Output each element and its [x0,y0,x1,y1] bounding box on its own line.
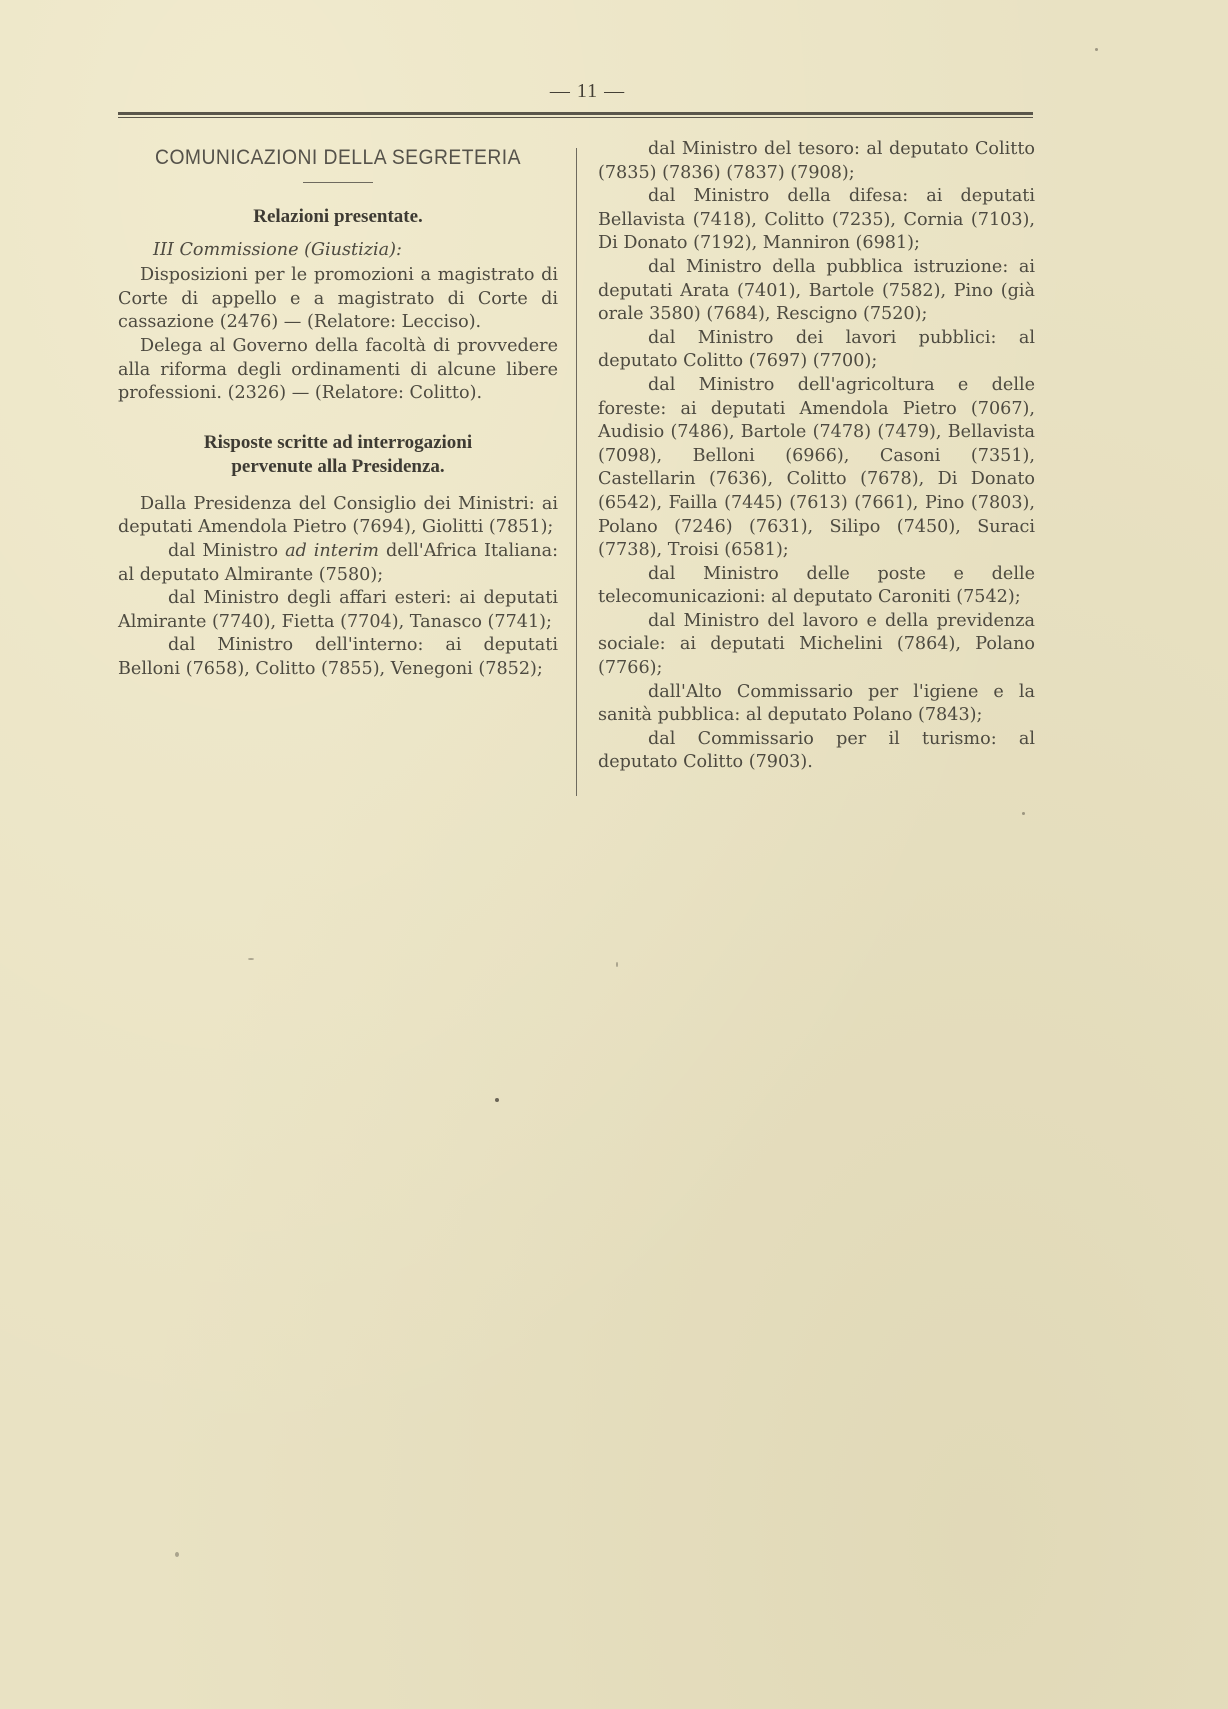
answer-entry [118,540,558,587]
entry-italic-text: ad interim [285,540,379,561]
report-item: Disposizioni per le promozioni a magistrato di Corte di appello e a magistrato di Corte di cassazione (2476) — (Relatore: Lecciso). [118,265,558,333]
entry-text: dal Ministro [168,540,286,561]
section-title: COMUNICAZIONI DELLA SEGRETERIA [155,146,521,169]
paper-speck [248,958,254,960]
paper-speck [616,962,618,967]
page-number: — 11 — [549,80,626,102]
header-double-rule [118,112,1033,118]
heading-relazioni-presentate: Relazioni presentate. [253,205,423,227]
answer-entry: dal Ministro della pubblica istruzione: ai deputati Arata (7401), Bartole (7582), Pino (già orale 3580) (7684), Rescigno (7520); [598,256,1035,325]
column-divider [576,148,577,796]
title-underline [303,182,373,183]
heading-line: pervenute alla Presidenza. [231,455,445,477]
answer-entry: dal Commissario per il turismo: al deputato Colitto (7903). [598,728,1035,773]
answer-entry: dal Ministro degli affari esteri: ai deputati Almirante (7740), Fietta (7704), Tanasco (7741); [118,588,558,632]
paper-speck [495,1098,499,1102]
entry-text: dell'Africa Italiana: al deputato Almirante (7580); [118,540,558,585]
report-item: Delega al Governo della facoltà di provvedere alla riforma degli ordinamenti di alcune libere professioni. (2326) — (Relatore: Colitto). [118,335,558,404]
answer-entry: dal Ministro dell'interno: ai deputati Belloni (7658), Colitto (7855), Venegoni (7852); [118,635,558,679]
answer-entry: Dalla Presidenza del Consiglio dei Ministri: ai deputati Amendola Pietro (7694), Giolitti (7851); [118,493,558,538]
left-column [118,138,558,682]
answer-entry: dal Ministro della difesa: ai deputati Bellavista (7418), Colitto (7235), Cornia (7103), Di Donato (7192), Manniron (6981); [598,186,1035,254]
answer-entry: dal Ministro dei lavori pubblici: al deputato Colitto (7697) (7700); [598,327,1035,372]
heading-risposte-scritte [118,431,558,479]
right-column [598,138,1035,775]
answer-entry: dal Ministro del tesoro: al deputato Colitto (7835) (7836) (7837) (7908); [598,139,1035,183]
paper-speck [1095,48,1098,51]
paper-speck [1022,812,1025,815]
heading-line: Risposte scritte ad interrogazioni [203,431,473,453]
commission-label: III Commissione (Giustizia): [153,239,402,260]
answer-entry: dal Ministro dell'agricoltura e delle foreste: ai deputati Amendola Pietro (7067), Audisio (7486), Bartole (7478) (7479), Bellavista (7098), Belloni (6966), Casoni (7351), Castellarin (7636), Colitto (7678), Di Donato (6542), Failla (7445) (7613) (7661), Pino (7803), Polano (7246) (7631), Silipo (7450), Suraci (7738), Troisi (6581); [598,374,1035,561]
answer-entry: dal Ministro del lavoro e della previdenza sociale: ai deputati Michelini (7864), Polano (7766); [598,610,1035,679]
answer-entry: dal Ministro delle poste e delle telecomunicazioni: al deputato Caroniti (7542); [598,563,1035,608]
answer-entry: dall'Alto Commissario per l'igiene e la sanità pubblica: al deputato Polano (7843); [598,681,1035,726]
paper-speck [175,1552,179,1557]
